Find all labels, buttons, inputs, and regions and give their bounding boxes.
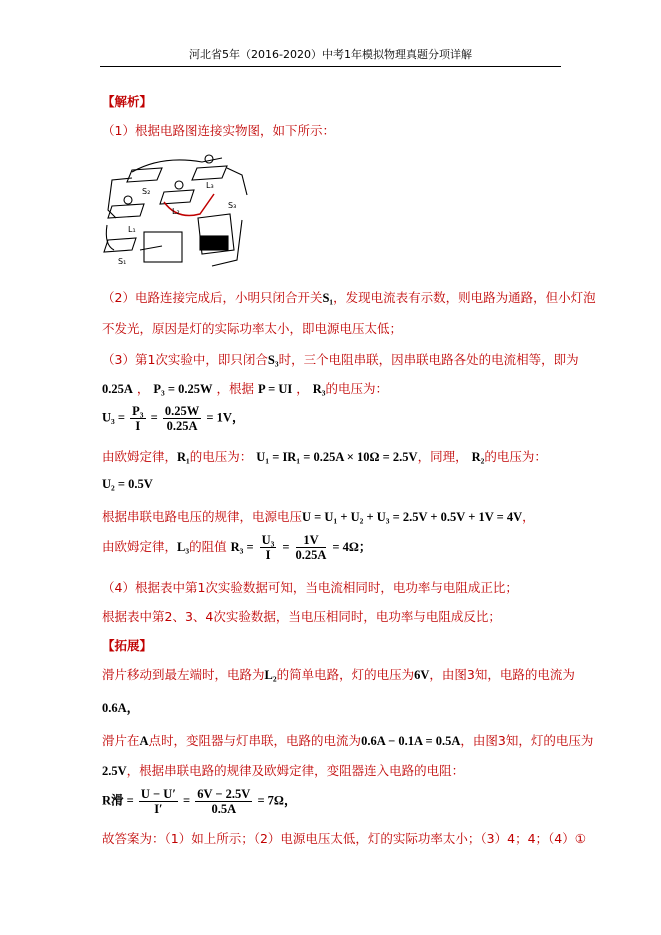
para-10-mid: 的简单电路，灯的电压为 [276,667,415,682]
para-4-mid: 的电压为： [189,449,253,464]
eq2-den2: 0.25A [295,548,327,562]
equation-u2: U₂ = 0.5V [102,477,153,491]
eq3-result: = 7Ω， [257,793,297,808]
value-2-5v: 2.5V [102,764,127,778]
para-13-rest: ，根据串联电路的规律及欧姆定律，变阻器连入电路的电阻： [126,763,465,778]
para-8: （4）根据表中第1次实验数据可知，当电流相同时，电功率与电阻成正比； [102,580,518,595]
para-3b-end: 的电压为： [325,381,389,396]
label-l1: L₁ [128,225,136,234]
var-a: A [139,734,149,748]
para-6-pre: 根据串联电路电压的规律，电源电压 [102,509,303,524]
circuit-drawing [102,150,252,268]
eq1-num1: P₃ [132,404,144,418]
para-3b-mid: ，根据 [216,381,255,396]
para-14-answer: 故答案为：（1）如上所示；（2）电源电压太低，灯的实际功率太小；（3）4；4；（4）① [102,831,586,846]
label-s3: S₃ [228,201,237,210]
circuit-figure [102,150,252,268]
eq2-fraction-1 [260,533,277,562]
para-4-pre: 由欧姆定律， [102,449,178,464]
eq3-fraction-1 [139,787,178,816]
para-7-mid: 的阻值 [189,539,227,554]
label-l3: L₃ [206,181,214,190]
equation-current-a: 0.6A − 0.1A = 0.5A [361,734,461,748]
eq1-den1: I [135,419,141,433]
var-s3: S₃ [267,353,279,367]
para-7-pre: 由欧姆定律， [102,539,178,554]
para-4-post: ，同理， [417,449,468,464]
eq2-num1: U₃ [261,533,275,547]
eq1-result: = 1V， [206,410,245,425]
eq1-lhs: U₃ = [102,410,126,425]
section-jiexi: 【解析】 [102,94,153,109]
value-current: 0.25A [102,382,133,396]
header-rule [100,66,561,67]
label-s1: S₁ [118,257,127,266]
equation-u3: U₃ = $\frac{\text{P₃}}{I}$ = $\frac{0.25W}{0.25A}$ = 1V， [102,404,245,433]
para-2a-text: （2）电路连接完成后，小明只闭合开关 [102,290,323,305]
value-0-6a: 0.6A， [102,701,140,715]
eq1-num2: 0.25W [164,404,200,418]
para-10-pre: 滑片移动到最左端时，电路为 [102,667,265,682]
para-12-end: ，由图3知，灯的电压为 [460,733,594,748]
para-2b: 不发光，原因是灯的实际功率太小，即电源电压太低； [102,321,403,336]
value-p3: P₃ = 0.25W [153,382,213,396]
label-s2: S₂ [142,187,151,196]
equation-r-slide: R滑 = $\frac{U - U'}{I'}$ = $\frac{6V - 2.5V}{0.5A}$ = 7Ω， [102,787,297,816]
para-12 [102,731,593,749]
para-4 [102,447,547,465]
eq1-den2: 0.25A [166,419,198,433]
para-6: 根据串联电路电压的规律，电源电压U = U₁ + U₂ + U₃ = 2.5V + 0.5V + 1V = 4V， [102,509,535,524]
para-1: （1）根据电路图连接实物图，如下所示： [102,123,335,138]
eq2-den1: I [265,548,271,562]
para-10 [102,665,575,683]
eq3-den2: 0.5A [211,802,237,816]
formula-p-ui: P = UI [258,382,293,396]
para-3b: 0.25A ， P₃ = 0.25W ，根据 P = UI ， R₃的电压为： [102,381,389,396]
eq3-lhs: R滑 = [102,793,134,808]
eq3-den1: I′ [154,802,163,816]
eq1-fraction-1 [130,404,145,433]
equation-u-total: U = U₁ + U₂ + U₃ = 2.5V + 0.5V + 1V = 4V [302,510,523,524]
para-12-mid: 点时，变阻器与灯串联，电路的电流为 [148,733,362,748]
eq1-fraction-2 [163,404,201,433]
para-3a [102,350,579,368]
value-6v: 6V [414,668,430,682]
var-r3: R₃ [312,382,326,396]
eq2-lhs: R₃ = [230,540,254,554]
para-4-end: 的电压为： [484,449,547,464]
para-13 [102,761,464,779]
eq3-num2: 6V − 2.5V [197,787,251,801]
equation-u1: U₁ = IR₁ = 0.25A × 10Ω = 2.5V [256,450,418,464]
para-2a-rest: ，发现电流表有示数，则电路为通路，但小灯泡 [333,290,596,305]
para-9: 根据表中第2、3、4次实验数据，当电压相同时，电功率与电阻成反比； [102,609,501,624]
var-r2: R₂ [471,450,485,464]
para-10-end: ，由图3知，电路的电流为 [429,667,575,682]
para-2a [102,288,596,306]
section-tuozhan: 【拓展】 [102,638,153,653]
eq2-num2: 1V [296,533,327,548]
eq2-fraction-2 [296,533,327,562]
var-l3: L₃ [177,540,190,554]
para-3a-rest: 时，三个电阻串联，因串联电路各处的电流相等，即为 [278,352,579,367]
var-s1: S₁ [322,291,334,305]
para-7: 由欧姆定律，L₃的阻值 R₃ = $\frac{\text{U₃}}{I}$ = $\frac{1V}{0.25A}$ = 4Ω； [102,533,372,562]
label-l2: L₂ [172,207,180,216]
eq3-fraction-2 [195,787,252,816]
para-12-pre: 滑片在 [102,733,140,748]
page-header: 河北省5年（2016-2020）中考1年模拟物理真题分项详解 [189,48,472,61]
eq3-num1: U − U′ [140,787,176,801]
var-l2: L₂ [264,668,277,682]
eq2-result: = 4Ω； [332,540,372,554]
para-3a-text: （3）第1次实验中，即只闭合 [102,352,268,367]
var-r1: R₁ [177,450,190,464]
